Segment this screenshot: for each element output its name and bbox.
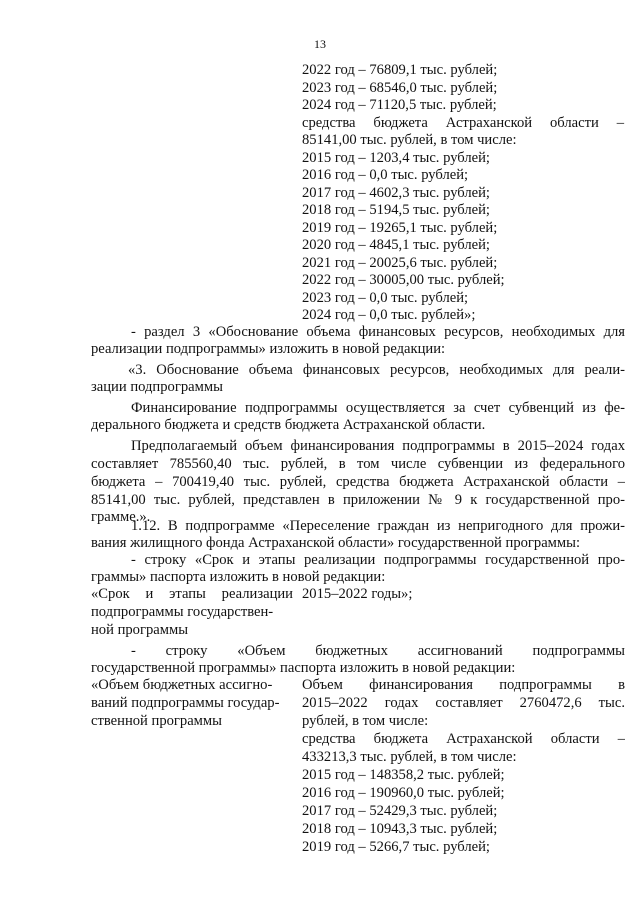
- budget-value-line5: 433213,3 тыс. рублей, в том числе:: [302, 749, 517, 765]
- page-number: 13: [314, 37, 326, 51]
- budget-instruction-line1: - строку «Объем бюджетных ассигнований подпрограммы: [131, 643, 625, 659]
- item-1-12-line2: вания жилищного фонда Астраханской области» государственной программы:: [91, 535, 581, 551]
- list-item: 2016 год – 190960,0 тыс. рублей;: [302, 785, 505, 801]
- list-item: 2015 год – 1203,4 тыс. рублей;: [302, 149, 490, 166]
- list-item: 85141,00 тыс. рублей, в том числе:: [302, 132, 517, 148]
- list-item: 2020 год – 4845,1 тыс. рублей;: [302, 237, 490, 253]
- list-item: 2015 год – 148358,2 тыс. рублей;: [302, 767, 505, 783]
- list-item: 2024 год – 71120,5 тыс. рублей;: [302, 97, 497, 113]
- volume-paragraph-line5: грамме.».: [91, 509, 151, 525]
- volume-paragraph-line1: Предполагаемый объем финансирования подпрограммы в 2015–2024 годах: [131, 438, 625, 454]
- list-item: 2023 год – 0,0 тыс. рублей;: [302, 289, 469, 306]
- budget-label-line2: ваний подпрограммы государ-: [91, 695, 280, 711]
- budget-instruction-line2: государственной программы» паспорта изложить в новой редакции:: [91, 660, 516, 676]
- section3-heading-line1: «3. Обоснование объема финансовых ресурсов, необходимых для реали-: [128, 362, 625, 378]
- list-item: 2022 год – 76809,1 тыс. рублей;: [302, 62, 498, 78]
- budget-label-line3: ственной программы: [91, 713, 222, 729]
- volume-paragraph-line3: бюджета – 700419,40 тыс. рублей, средства бюджета Астраханской области –: [91, 474, 625, 490]
- funding-years-list: [302, 62, 624, 325]
- budget-value-line1: Объем финансирования подпрограммы в: [302, 677, 625, 693]
- list-item: средства бюджета Астраханской области –: [302, 114, 624, 131]
- volume-paragraph-line2: составляет 785560,40 тыс. рублей, в том числе субвенции из федерального: [91, 456, 625, 472]
- financing-paragraph-line2: дерального бюджета и средств бюджета Астраханской области.: [91, 417, 486, 433]
- list-item: 2023 год – 68546,0 тыс. рублей;: [302, 79, 498, 96]
- list-item: 2018 год – 10943,3 тыс. рублей;: [302, 821, 498, 837]
- terms-value: 2015–2022 годы»;: [302, 586, 413, 602]
- list-item: 2017 год – 4602,3 тыс. рублей;: [302, 184, 490, 201]
- list-item: 2022 год – 30005,00 тыс. рублей;: [302, 272, 505, 288]
- budget-value-line3: рублей, в том числе:: [302, 713, 429, 729]
- terms-label-line2: подпрограммы государствен-: [91, 604, 274, 620]
- list-item: 2019 год – 5266,7 тыс. рублей;: [302, 839, 490, 855]
- section3-instruction-line1: - раздел 3 «Обоснование объема финансовых ресурсов, необходимых для: [131, 324, 625, 340]
- list-item: 2018 год – 5194,5 тыс. рублей;: [302, 202, 490, 218]
- terms-label-line3: ной программы: [91, 622, 189, 638]
- section3-heading-line2: зации подпрограммы: [91, 379, 223, 395]
- terms-instruction-line2: граммы» паспорта изложить в новой редакции:: [91, 569, 386, 585]
- list-item: 2016 год – 0,0 тыс. рублей;: [302, 167, 469, 183]
- list-item: 2019 год – 19265,1 тыс. рублей;: [302, 219, 498, 236]
- section3-instruction-line2: реализации подпрограммы» изложить в новой редакции:: [91, 341, 446, 357]
- budget-label-line1: «Объем бюджетных ассигно-: [91, 677, 273, 693]
- budget-value-line4: средства бюджета Астраханской области –: [302, 731, 625, 747]
- financing-paragraph-line1: Финансирование подпрограммы осуществляется за счет субвенций из фе-: [131, 400, 625, 416]
- volume-paragraph-line4: 85141,00 тыс. рублей, представлен в приложении № 9 к государственной про-: [91, 492, 625, 508]
- item-1-12-line1: 1.12. В подпрограмме «Переселение граждан из непригодного для прожи-: [131, 518, 625, 534]
- list-item: 2024 год – 0,0 тыс. рублей»;: [302, 307, 476, 323]
- terms-instruction-line1: - строку «Срок и этапы реализации подпрограммы государственной про-: [131, 552, 625, 568]
- list-item: 2021 год – 20025,6 тыс. рублей;: [302, 254, 498, 271]
- budget-value-line2: 2015–2022 годах составляет 2760472,6 тыс.: [302, 695, 625, 711]
- list-item: 2017 год – 52429,3 тыс. рублей;: [302, 803, 498, 819]
- terms-label-line1: «Срок и этапы реализации: [91, 586, 293, 602]
